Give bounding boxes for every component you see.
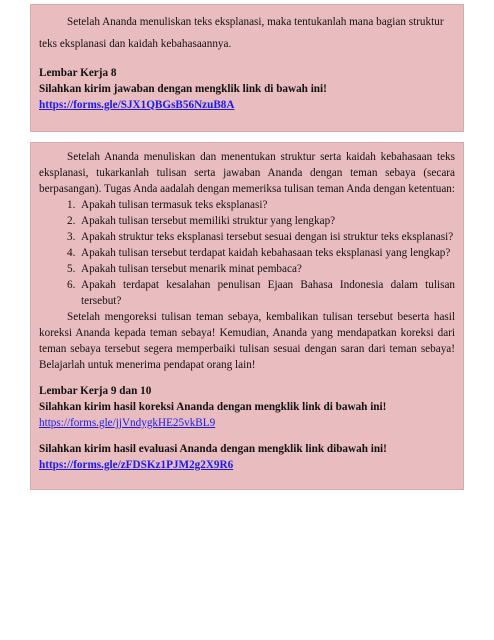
worksheet-8-title: Lembar Kerja 8 [39,67,117,79]
list-item: 3. Apakah struktur teks eksplanasi tersebut sesuai dengan isi struktur teks eksplanasi? [67,231,454,243]
peer-review-intro: Setelah Ananda menuliskan dan menentukan struktur serta kaidah kebahasaan teks eksplanasi, tukarkanlah tulisan serta jawaban Ananda dengan teman sebaya (secara berpasangan). Tugas Anda aadalah dengan memeriksa tulisan teman Anda dengan ketentuan: [39,151,455,195]
list-item: 2. Apakah tulisan tersebut memiliki struktur yang lengkap? [67,215,336,227]
worksheet-9-10-title: Lembar Kerja 9 dan 10 [39,385,152,397]
list-item: 4. Apakah tulisan tersebut terdapat kaidah kebahasaan teks eksplanasi yang lengkap? [67,247,451,259]
worksheet-8-link[interactable]: https://forms.gle/SJX1QBGsB56NzuB8A [39,99,235,111]
list-item: 6. Apakah terdapat kesalahan penulisan Ejaan Bahasa Indonesia dalam tulisan tersebut? [67,279,455,307]
intro-line-2: teks eksplanasi dan kaidah kebahasaannya. [39,38,232,50]
evaluation-instruction: Silahkan kirim hasil evaluasi Ananda dengan mengklik link dibawah ini! [39,443,387,455]
peer-review-closing: Setelah mengoreksi tulisan teman sebaya, kembalikan tulisan tersebut beserta hasil koreksi Ananda kepada teman sebaya! Kemudian, Ananda yang mendapatkan koreksi dari teman sebaya tersebut segera memperbaiki tulisan sesuai dengan saran dari teman sebaya! Belajarlah untuk menerima pendapat orang lain! [39,311,455,371]
worksheet-8-instruction: Silahkan kirim jawaban dengan mengklik link di bawah ini! [39,83,327,95]
intro-paragraph-1 [39,11,455,33]
list-item: 5. Apakah tulisan tersebut menarik minat pembaca? [67,263,302,275]
worksheet-9-10-box [30,142,464,490]
correction-link[interactable]: https://forms.gle/jjVndygkHE25vkBL9 [39,417,216,429]
review-question-list [39,197,455,309]
evaluation-link[interactable]: https://forms.gle/zFDSKz1PJM2g2X9R6 [39,459,234,471]
correction-instruction: Silahkan kirim hasil koreksi Ananda dengan mengklik link di bawah ini! [39,401,387,413]
list-item: 1. Apakah tulisan termasuk teks eksplanasi? [67,199,268,211]
intro-line-1: Setelah Ananda menuliskan teks eksplanasi, maka tentukanlah mana bagian struktur [67,16,444,28]
worksheet-8-box [30,4,464,132]
